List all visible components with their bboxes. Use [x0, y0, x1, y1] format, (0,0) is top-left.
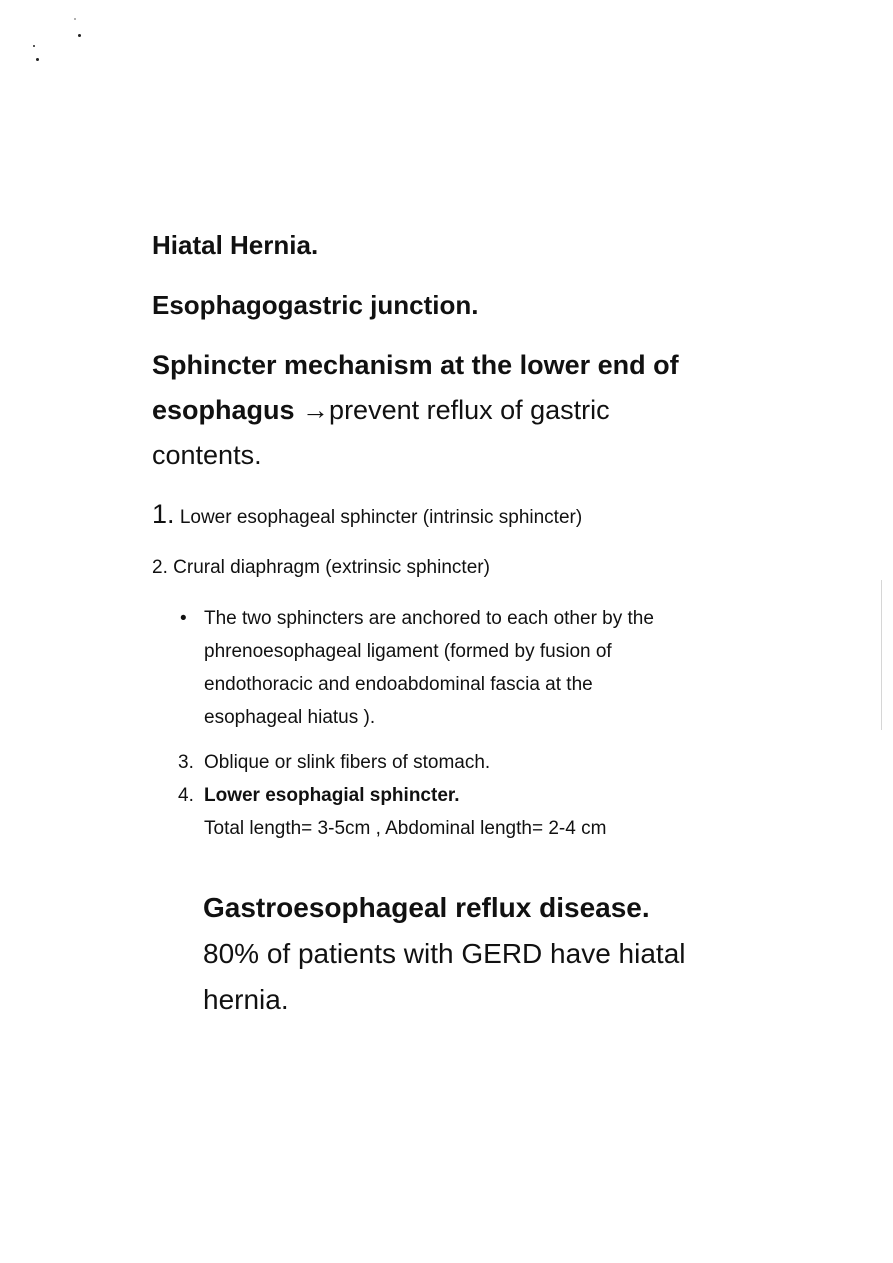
- item-number: 4.: [178, 785, 194, 806]
- scan-edge-line: [881, 580, 882, 730]
- item-number: 3.: [178, 752, 194, 773]
- scan-speck: [36, 58, 39, 61]
- list-item: [178, 746, 712, 779]
- document-content: [152, 225, 712, 1023]
- gerd-text: 80% of patients with GERD have hiatal hernia.: [203, 938, 686, 1015]
- section-heading: Esophagogastric junction.: [152, 290, 479, 320]
- gerd-section: [203, 885, 712, 1023]
- scan-speck: [33, 45, 35, 47]
- item-text: Total length= 3-5cm , Abdominal length= 2-4 cm: [204, 818, 607, 839]
- list-item: [152, 552, 712, 584]
- item-number: 2.: [152, 557, 168, 578]
- item-content: [204, 779, 606, 845]
- list-item: [152, 498, 712, 534]
- arrow-glyph: →: [302, 395, 330, 425]
- bullet-text: The two sphincters are anchored to each other by the phrenoesophageal ligament (formed by fusion of endothoracic and endoabdominal fascia at the esophageal hiatus ).: [204, 608, 654, 728]
- item-text: Oblique or slink fibers of stomach.: [204, 752, 491, 773]
- mechanism-paragraph: [152, 343, 712, 478]
- mechanism-bold: Sphincter mechanism at the lower end of esophagus: [152, 350, 679, 425]
- mechanism-rest: prevent reflux of gastric contents.: [152, 395, 610, 470]
- item-text: Crural diaphragm (extrinsic sphincter): [173, 557, 490, 578]
- item-number: 1.: [152, 499, 175, 529]
- bullet-icon: •: [180, 608, 187, 629]
- page-title: Hiatal Hernia.: [152, 230, 319, 260]
- numbered-sublist: [178, 746, 712, 845]
- scan-speck: [74, 18, 76, 20]
- bullet-item: [180, 602, 684, 734]
- list-item: [178, 779, 712, 845]
- scan-speck: [78, 34, 81, 37]
- item-text: Lower esophageal sphincter (intrinsic sphincter): [179, 507, 583, 528]
- gerd-heading: Gastroesophageal reflux disease.: [203, 892, 650, 923]
- item-bold-title: Lower esophagial sphincter.: [204, 785, 460, 806]
